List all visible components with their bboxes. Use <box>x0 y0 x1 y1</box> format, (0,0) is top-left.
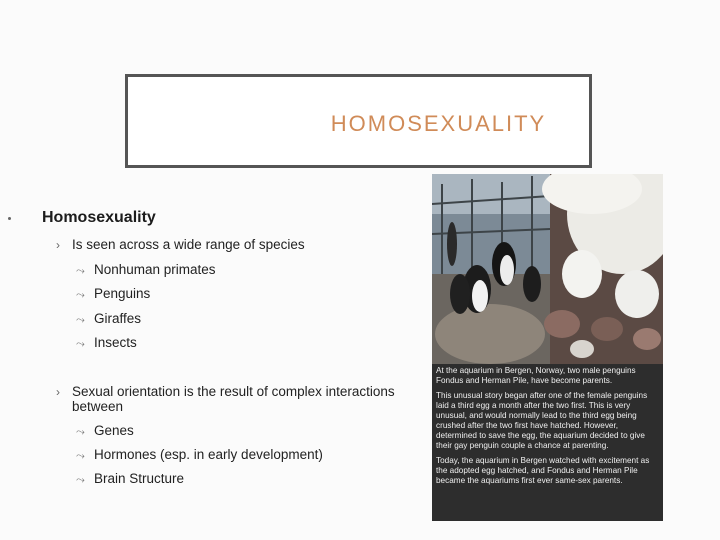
subitem <box>76 471 184 488</box>
point-text: Is seen across a wide range of species <box>72 237 305 252</box>
subitem-text: Hormones (esp. in early development) <box>94 447 323 462</box>
wavy-arrow-icon: ⤳ <box>76 314 85 326</box>
wavy-arrow-icon: ⤳ <box>76 450 85 462</box>
subitem <box>76 335 137 352</box>
caption-paragraph: This unusual story began after one of the female penguins laid a third egg a month after the two first. This is very unusual, and would normally lead to the third egg being crushed after the two first have hatched. However, determined to save the egg, the aquarium decided to give their gay penguin couple a chance at parenting. <box>436 391 648 450</box>
caption-paragraph: At the aquarium in Bergen, Norway, two male penguins Fondus and Herman Pile, have become parents. <box>436 366 636 385</box>
subitem <box>76 311 141 328</box>
subitem <box>76 447 323 464</box>
chevron-right-icon: › <box>56 385 60 399</box>
subitem-text: Genes <box>94 423 134 438</box>
subitem-text: Brain Structure <box>94 471 185 486</box>
wavy-arrow-icon: ⤳ <box>76 426 85 438</box>
subitem <box>76 423 134 440</box>
point-text-line2: between <box>72 399 124 414</box>
subitem-text: Penguins <box>94 286 151 301</box>
subitem <box>76 262 216 279</box>
subitem-text: Nonhuman primates <box>94 262 216 277</box>
photo-caption <box>436 366 660 491</box>
point-text-line1: Sexual orientation is the result of complex interactions <box>72 384 395 399</box>
subitem-text: Insects <box>94 335 137 350</box>
chevron-right-icon: › <box>56 238 60 252</box>
wavy-arrow-icon: ⤳ <box>76 474 85 486</box>
wavy-arrow-icon: ⤳ <box>76 265 85 277</box>
wavy-arrow-icon: ⤳ <box>76 289 85 301</box>
caption-paragraph: Today, the aquarium in Bergen watched with excitement as the adopted egg hatched, and Fondus and Herman Pile became the aquariums first ever same-sex parents. <box>436 456 650 485</box>
subitem-text: Giraffes <box>94 311 142 326</box>
wavy-arrow-icon: ⤳ <box>76 338 85 350</box>
subitem <box>76 286 150 303</box>
bullet-dot-icon <box>8 217 11 220</box>
main-bullet: Homosexuality <box>42 209 156 226</box>
title-box <box>125 74 592 168</box>
slide-title: HOMOSEXUALITY <box>330 111 547 136</box>
